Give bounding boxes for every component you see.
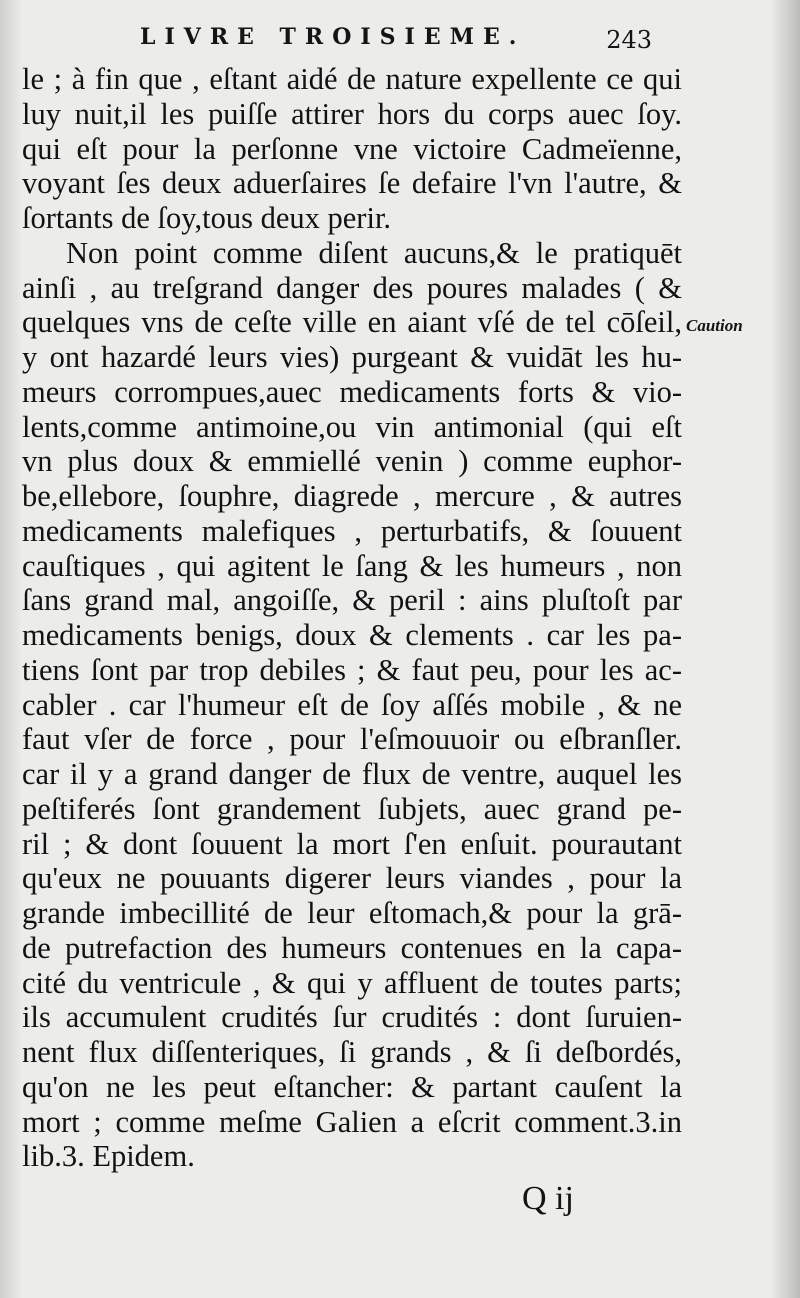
- page-header: [140, 24, 660, 54]
- text-line: ſortants de ſoy,tous deux perir.: [22, 201, 392, 235]
- text-line: faut vſer de force , pour l'eſmouuoir ou eſbranſler.: [22, 722, 682, 757]
- text-line: be,ellebore, ſouphre, diagrede , mercure , & autres: [22, 479, 682, 513]
- text-line: y ont hazardé leurs vies) purgeant & vuidāt les hu-: [22, 340, 682, 374]
- text-line: medicaments benigs, doux & clements . car les pa-: [22, 618, 682, 652]
- text-line: cauſtiques , qui agitent le ſang & les humeurs , non: [22, 548, 682, 583]
- text-line: ils accumulent crudités ſur crudités : dont ſuruien-: [22, 1000, 682, 1035]
- page-number: 243: [606, 26, 652, 54]
- running-head: LIVRE TROISIEME.: [140, 24, 526, 50]
- text-line: qui eſt pour la perſonne vne victoire Cadmeïenne,: [22, 131, 682, 166]
- text-line: medicaments malefiques , perturbatifs, & ſouuent: [22, 513, 682, 548]
- text-line: lib.3. Epidem.: [22, 1139, 195, 1174]
- text-line: mort ; comme meſme Galien a eſcrit comment.3.in: [22, 1104, 682, 1139]
- margin-note: Caution: [686, 316, 743, 335]
- text-line: quelques vns de ceſte ville en aiant vſé de tel cōſeil,: [22, 305, 682, 340]
- page-edge-shadow-left: [0, 0, 22, 1298]
- text-line: qu'on ne les peut eſtancher: & partant cauſent la: [22, 1069, 682, 1104]
- text-line: lents,comme antimoine,ou vin antimonial (qui eſt: [22, 409, 682, 444]
- text-line: nent flux diſſenteriques, ſi grands , & ſi deſbordés,: [22, 1035, 682, 1069]
- text-line: tiens ſont par trop debiles ; & faut peu, pour les ac-: [22, 652, 682, 687]
- text-line: ainſi , au treſgrand danger des poures malades ( &: [22, 270, 682, 305]
- text-line: peſtiferés ſont grandement ſubjets, auec grand pe-: [22, 791, 682, 826]
- text-line: cabler . car l'humeur eſt de ſoy aſſés mobile , & ne: [22, 687, 682, 722]
- text-line: Non point comme diſent aucuns,& le pratiquēt: [66, 235, 682, 270]
- body-text: [22, 62, 682, 1174]
- signature-mark: Q ij: [522, 1180, 574, 1217]
- text-line: meurs corrompues,auec medicaments forts & vio-: [22, 374, 682, 409]
- text-line: voyant ſes deux aduerſaires ſe defaire l'vn l'autre, &: [22, 166, 682, 201]
- text-line: vn plus doux & emmiellé venin ) comme euphor-: [22, 444, 682, 479]
- page-edge-shadow-right: [770, 0, 800, 1298]
- text-line: ril ; & dont ſouuent la mort ſ'en enſuit. pourautant: [22, 826, 682, 861]
- text-line: ſans grand mal, angoiſſe, & peril : ains pluſtoſt par: [22, 583, 682, 618]
- text-line: luy nuit,il les puiſſe attirer hors du corps auec ſoy.: [22, 96, 682, 131]
- text-line: de putrefaction des humeurs contenues en la capa-: [22, 930, 682, 965]
- text-line: le ; à fin que , eſtant aidé de nature expellente ce qui: [22, 62, 682, 96]
- text-line: grande imbecillité de leur eſtomach,& pour la grā-: [22, 896, 682, 930]
- text-line: cité du ventricule , & qui y affluent de toutes parts;: [22, 965, 682, 1000]
- text-line: qu'eux ne pouuants digerer leurs viandes , pour la: [22, 861, 682, 896]
- text-line: car il y a grand danger de flux de ventre, auquel les: [22, 757, 682, 791]
